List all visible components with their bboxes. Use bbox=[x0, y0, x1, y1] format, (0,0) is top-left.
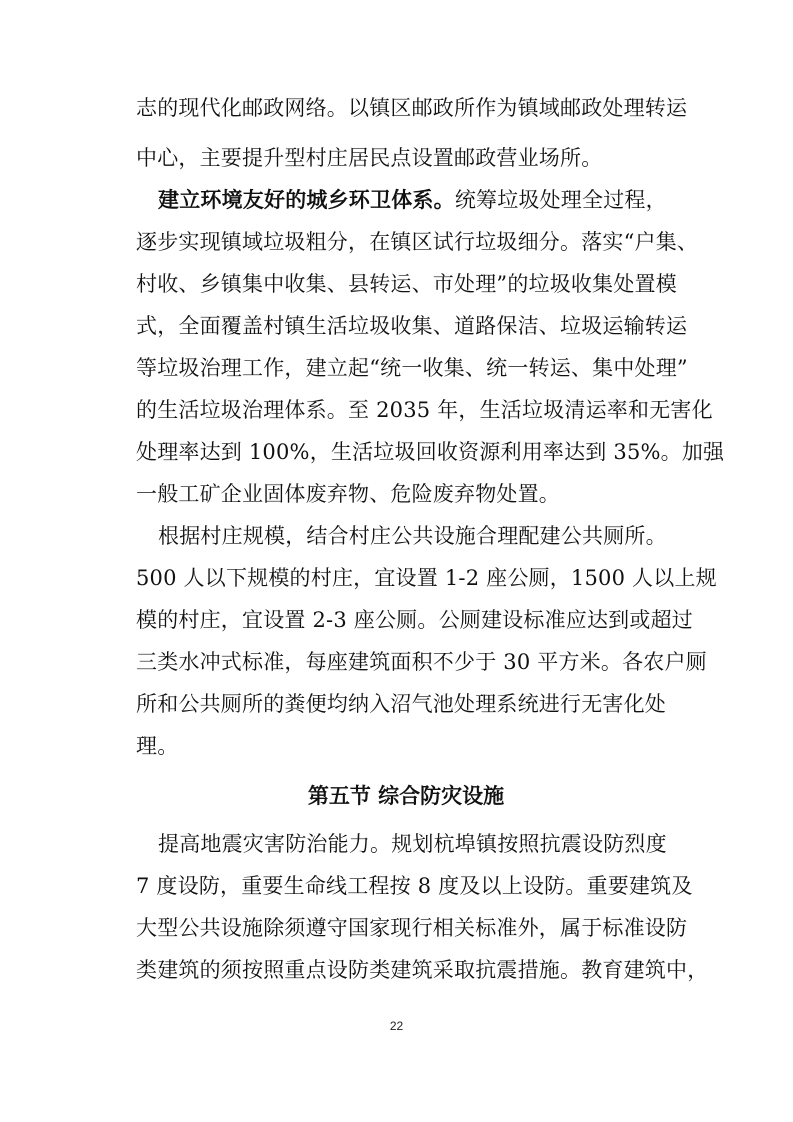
paragraph-2-line-4: 式，全面覆盖村镇生活垃圾收集、道路保洁、垃圾运输转运 bbox=[136, 314, 688, 338]
paragraph-4-line-4: 类建筑的须按照重点设防类建筑采取抗震措施。教育建筑中， bbox=[136, 958, 709, 982]
paragraph-2-line-3: 村收、乡镇集中收集、县转运、市处理”的垃圾收集处置模 bbox=[136, 272, 677, 296]
paragraph-1-line-1: 志的现代化邮政网络。以镇区邮政所作为镇域邮政处理转运 bbox=[136, 96, 688, 120]
paragraph-4-line-3: 大型公共设施除须遵守国家现行相关标准外，属于标准设防 bbox=[136, 916, 688, 940]
paragraph-3-line-4: 三类水冲式标准，每座建筑面积不少于 30 平方米。各农户厕 bbox=[136, 650, 707, 674]
paragraph-2-line-2: 逐步实现镇域垃圾粗分，在镇区试行垃圾细分。落实“户集、 bbox=[136, 230, 699, 254]
paragraph-3-line-2: 500 人以下规模的村庄，宜设置 1-2 座公厕，1500 人以上规 bbox=[136, 566, 717, 590]
paragraph-2-line-5: 等垃圾治理工作，建立起“统一收集、统一转运、集中处理” bbox=[136, 356, 688, 380]
section-heading: 第五节 综合防灾设施 bbox=[307, 783, 505, 808]
paragraph-2-line-7: 处理率达到 100%，生活垃圾回收资源利用率达到 35%。加强 bbox=[136, 440, 725, 464]
paragraph-2-line-1-rest: 统筹垃圾处理全过程， bbox=[454, 188, 667, 212]
paragraph-4-line-2: 7 度设防，重要生命线工程按 8 度及以上设防。重要建筑及 bbox=[136, 874, 693, 898]
paragraph-3-line-6: 理。 bbox=[136, 734, 179, 758]
paragraph-2-line-6: 的生活垃圾治理体系。至 2035 年，生活垃圾清运率和无害化 bbox=[136, 398, 713, 422]
paragraph-3-line-1: 根据村庄规模，结合村庄公共设施合理配建公共厕所。 bbox=[158, 524, 667, 548]
paragraph-4-line-1: 提高地震灾害防治能力。规划杭埠镇按照抗震设防烈度 bbox=[158, 832, 667, 856]
paragraph-2-line-8: 一般工矿企业固体废弃物、危险废弃物处置。 bbox=[136, 482, 560, 506]
paragraph-1-line-2: 中心，主要提升型村庄居民点设置邮政营业场所。 bbox=[136, 146, 603, 170]
page-number: 22 bbox=[389, 1019, 404, 1033]
paragraph-3-line-5: 所和公共厕所的粪便均纳入沼气池处理系统进行无害化处 bbox=[136, 692, 666, 716]
paragraph-2-lead-bold: 建立环境友好的城乡环卫体系。 bbox=[158, 187, 455, 212]
paragraph-3-line-3: 模的村庄，宜设置 2-3 座公厕。公厕建设标准应达到或超过 bbox=[136, 608, 693, 632]
paragraph-2-line-1 bbox=[158, 186, 678, 214]
